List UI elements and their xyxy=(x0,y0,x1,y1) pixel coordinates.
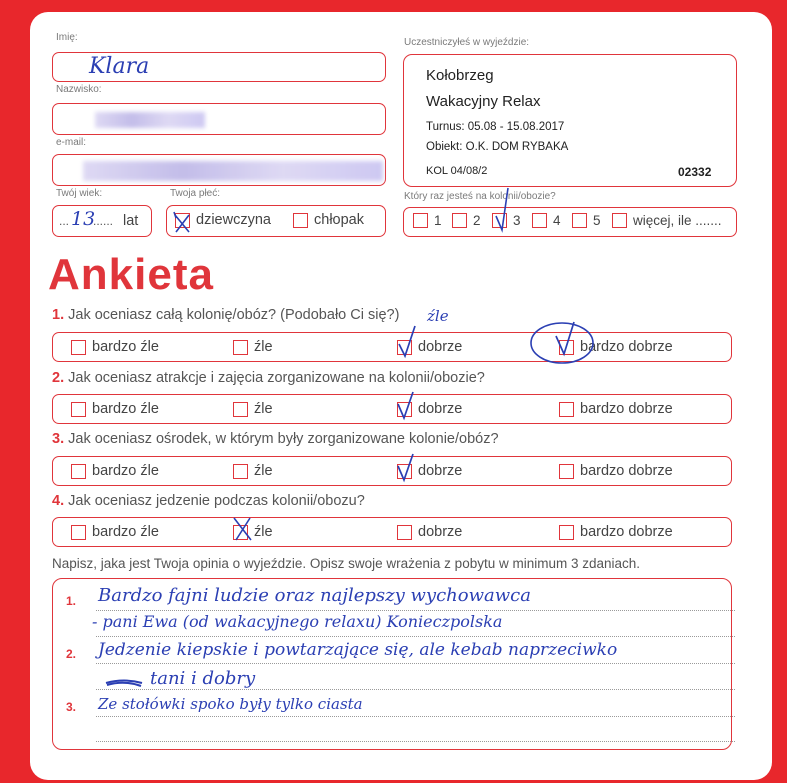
times-checkbox-more[interactable] xyxy=(612,213,627,228)
gender-label: Twoja płeć: xyxy=(170,188,221,199)
gender-male-checkbox[interactable] xyxy=(293,213,308,228)
opinion-line-3: Jedzenie kiepskie i powtarzające się, ale kebab naprzeciwko xyxy=(98,640,618,660)
times-option-5[interactable]: 5 xyxy=(572,213,601,228)
email-redacted xyxy=(83,161,383,181)
q3-option-zle[interactable]: źle xyxy=(233,463,273,479)
question-3: 3. Jak oceniasz ośrodek, w którym były zorganizowane kolonie/obóz? xyxy=(52,431,499,447)
times-option-2[interactable]: 2 xyxy=(452,213,481,228)
line-number-2: 2. xyxy=(66,647,77,661)
page-title: Ankieta xyxy=(48,250,214,299)
question-4: 4. Jak oceniasz jedzenie podczas kolonii/obozu? xyxy=(52,493,365,509)
q1-option-zle[interactable]: źle xyxy=(233,339,273,355)
surname-field[interactable] xyxy=(52,103,386,135)
email-field[interactable] xyxy=(52,154,386,186)
trip-info-box xyxy=(403,54,737,187)
trip-obiekt: Obiekt: O.K. DOM RYBAKA xyxy=(426,141,569,153)
question-1: 1. Jak oceniasz całą kolonię/obóz? (Podobało Ci się?) xyxy=(52,307,400,323)
age-value: 13 xyxy=(71,208,96,230)
surname-redacted xyxy=(95,112,205,128)
name-label: Imię: xyxy=(56,32,78,43)
age-field[interactable]: ... 13 ...... lat xyxy=(52,205,152,237)
times-option-more[interactable]: więcej, ile ....... xyxy=(612,213,722,228)
q2-option-bardzo-zle[interactable]: bardzo źle xyxy=(71,401,159,417)
surname-label: Nazwisko: xyxy=(56,84,102,95)
age-label: Twój wiek: xyxy=(56,188,103,199)
name-field[interactable] xyxy=(52,52,386,82)
question-1-note: źle xyxy=(427,307,449,325)
answer-row-2 xyxy=(52,394,732,424)
q4-option-zle[interactable]: źle xyxy=(233,524,273,540)
name-value: Klara xyxy=(89,54,150,79)
answer-row-1 xyxy=(52,332,732,362)
q4-zle-check-mark-icon xyxy=(229,512,257,544)
trip-code: KOL 04/08/2 xyxy=(426,165,488,177)
q4-option-dobrze[interactable]: dobrze xyxy=(397,524,462,540)
gender-field xyxy=(166,205,386,237)
q4-option-bardzo-zle[interactable]: bardzo źle xyxy=(71,524,159,540)
q2-option-zle[interactable]: źle xyxy=(233,401,273,417)
q2-option-dobrze[interactable]: dobrze xyxy=(397,401,462,417)
age-unit: lat xyxy=(123,213,139,229)
times-checkbox-1[interactable] xyxy=(413,213,428,228)
gender-male-option[interactable]: chłopak xyxy=(293,212,364,228)
trip-number: 02332 xyxy=(678,165,712,179)
times-label: Który raz jesteś na kolonii/obozie? xyxy=(404,191,556,202)
q1-option-bardzo-dobrze[interactable]: bardzo dobrze xyxy=(559,339,673,355)
answer-row-3 xyxy=(52,456,732,486)
line-number-3: 3. xyxy=(66,700,77,714)
times-option-4[interactable]: 4 xyxy=(532,213,561,228)
email-label: e-mail: xyxy=(56,137,87,148)
times-option-3[interactable]: 3 xyxy=(492,213,521,228)
trip-label: Uczestniczyłeś w wyjeździe: xyxy=(404,37,530,48)
gender-female-option[interactable]: dziewczyna xyxy=(175,212,271,228)
q1-option-bardzo-zle[interactable]: bardzo źle xyxy=(71,339,159,355)
opinion-line-1: Bardzo fajni ludzie oraz najlepszy wychowawca xyxy=(98,585,531,606)
q1-bardzo-dobrze-circle-mark-icon xyxy=(528,316,600,366)
times-option-1[interactable]: 1 xyxy=(413,213,442,228)
q4-option-bardzo-dobrze[interactable]: bardzo dobrze xyxy=(559,524,673,540)
q1-dobrze-check-mark-icon xyxy=(393,322,423,362)
trip-city: Kołobrzeg xyxy=(426,67,494,84)
q3-option-dobrze[interactable]: dobrze xyxy=(397,463,462,479)
q2-dobrze-check-mark-icon xyxy=(393,388,423,424)
crossed-out-word-icon xyxy=(104,676,144,690)
answer-row-4 xyxy=(52,517,732,547)
q3-dobrze-check-mark-icon xyxy=(393,450,423,486)
times-checkbox-4[interactable] xyxy=(532,213,547,228)
q1-option-dobrze[interactable]: dobrze xyxy=(397,339,462,355)
times-checkbox-2[interactable] xyxy=(452,213,467,228)
times-checkbox-5[interactable] xyxy=(572,213,587,228)
opinion-line-5: Ze stołówki spoko były tylko ciasta xyxy=(98,695,363,713)
opinion-line-4: tani i dobry xyxy=(150,668,256,689)
trip-turnus: Turnus: 05.08 - 15.08.2017 xyxy=(426,121,565,133)
q3-option-bardzo-zle[interactable]: bardzo źle xyxy=(71,463,159,479)
question-2: 2. Jak oceniasz atrakcje i zajęcia zorganizowane na kolonii/obozie? xyxy=(52,370,485,386)
trip-name: Wakacyjny Relax xyxy=(426,93,541,110)
q2-option-bardzo-dobrze[interactable]: bardzo dobrze xyxy=(559,401,673,417)
opinion-prompt: Napisz, jaka jest Twoja opinia o wyjeździe. Opisz swoje wrażenia z pobytu w minimum 3 zdaniach. xyxy=(52,556,641,571)
opinion-line-2: - pani Ewa (od wakacyjnego relaxu) Konieczpolska xyxy=(92,612,503,631)
times-3-check-mark-icon xyxy=(492,186,522,234)
line-number-1: 1. xyxy=(66,594,77,608)
q3-option-bardzo-dobrze[interactable]: bardzo dobrze xyxy=(559,463,673,479)
times-field xyxy=(403,207,737,237)
gender-female-check-mark-icon xyxy=(170,206,196,236)
